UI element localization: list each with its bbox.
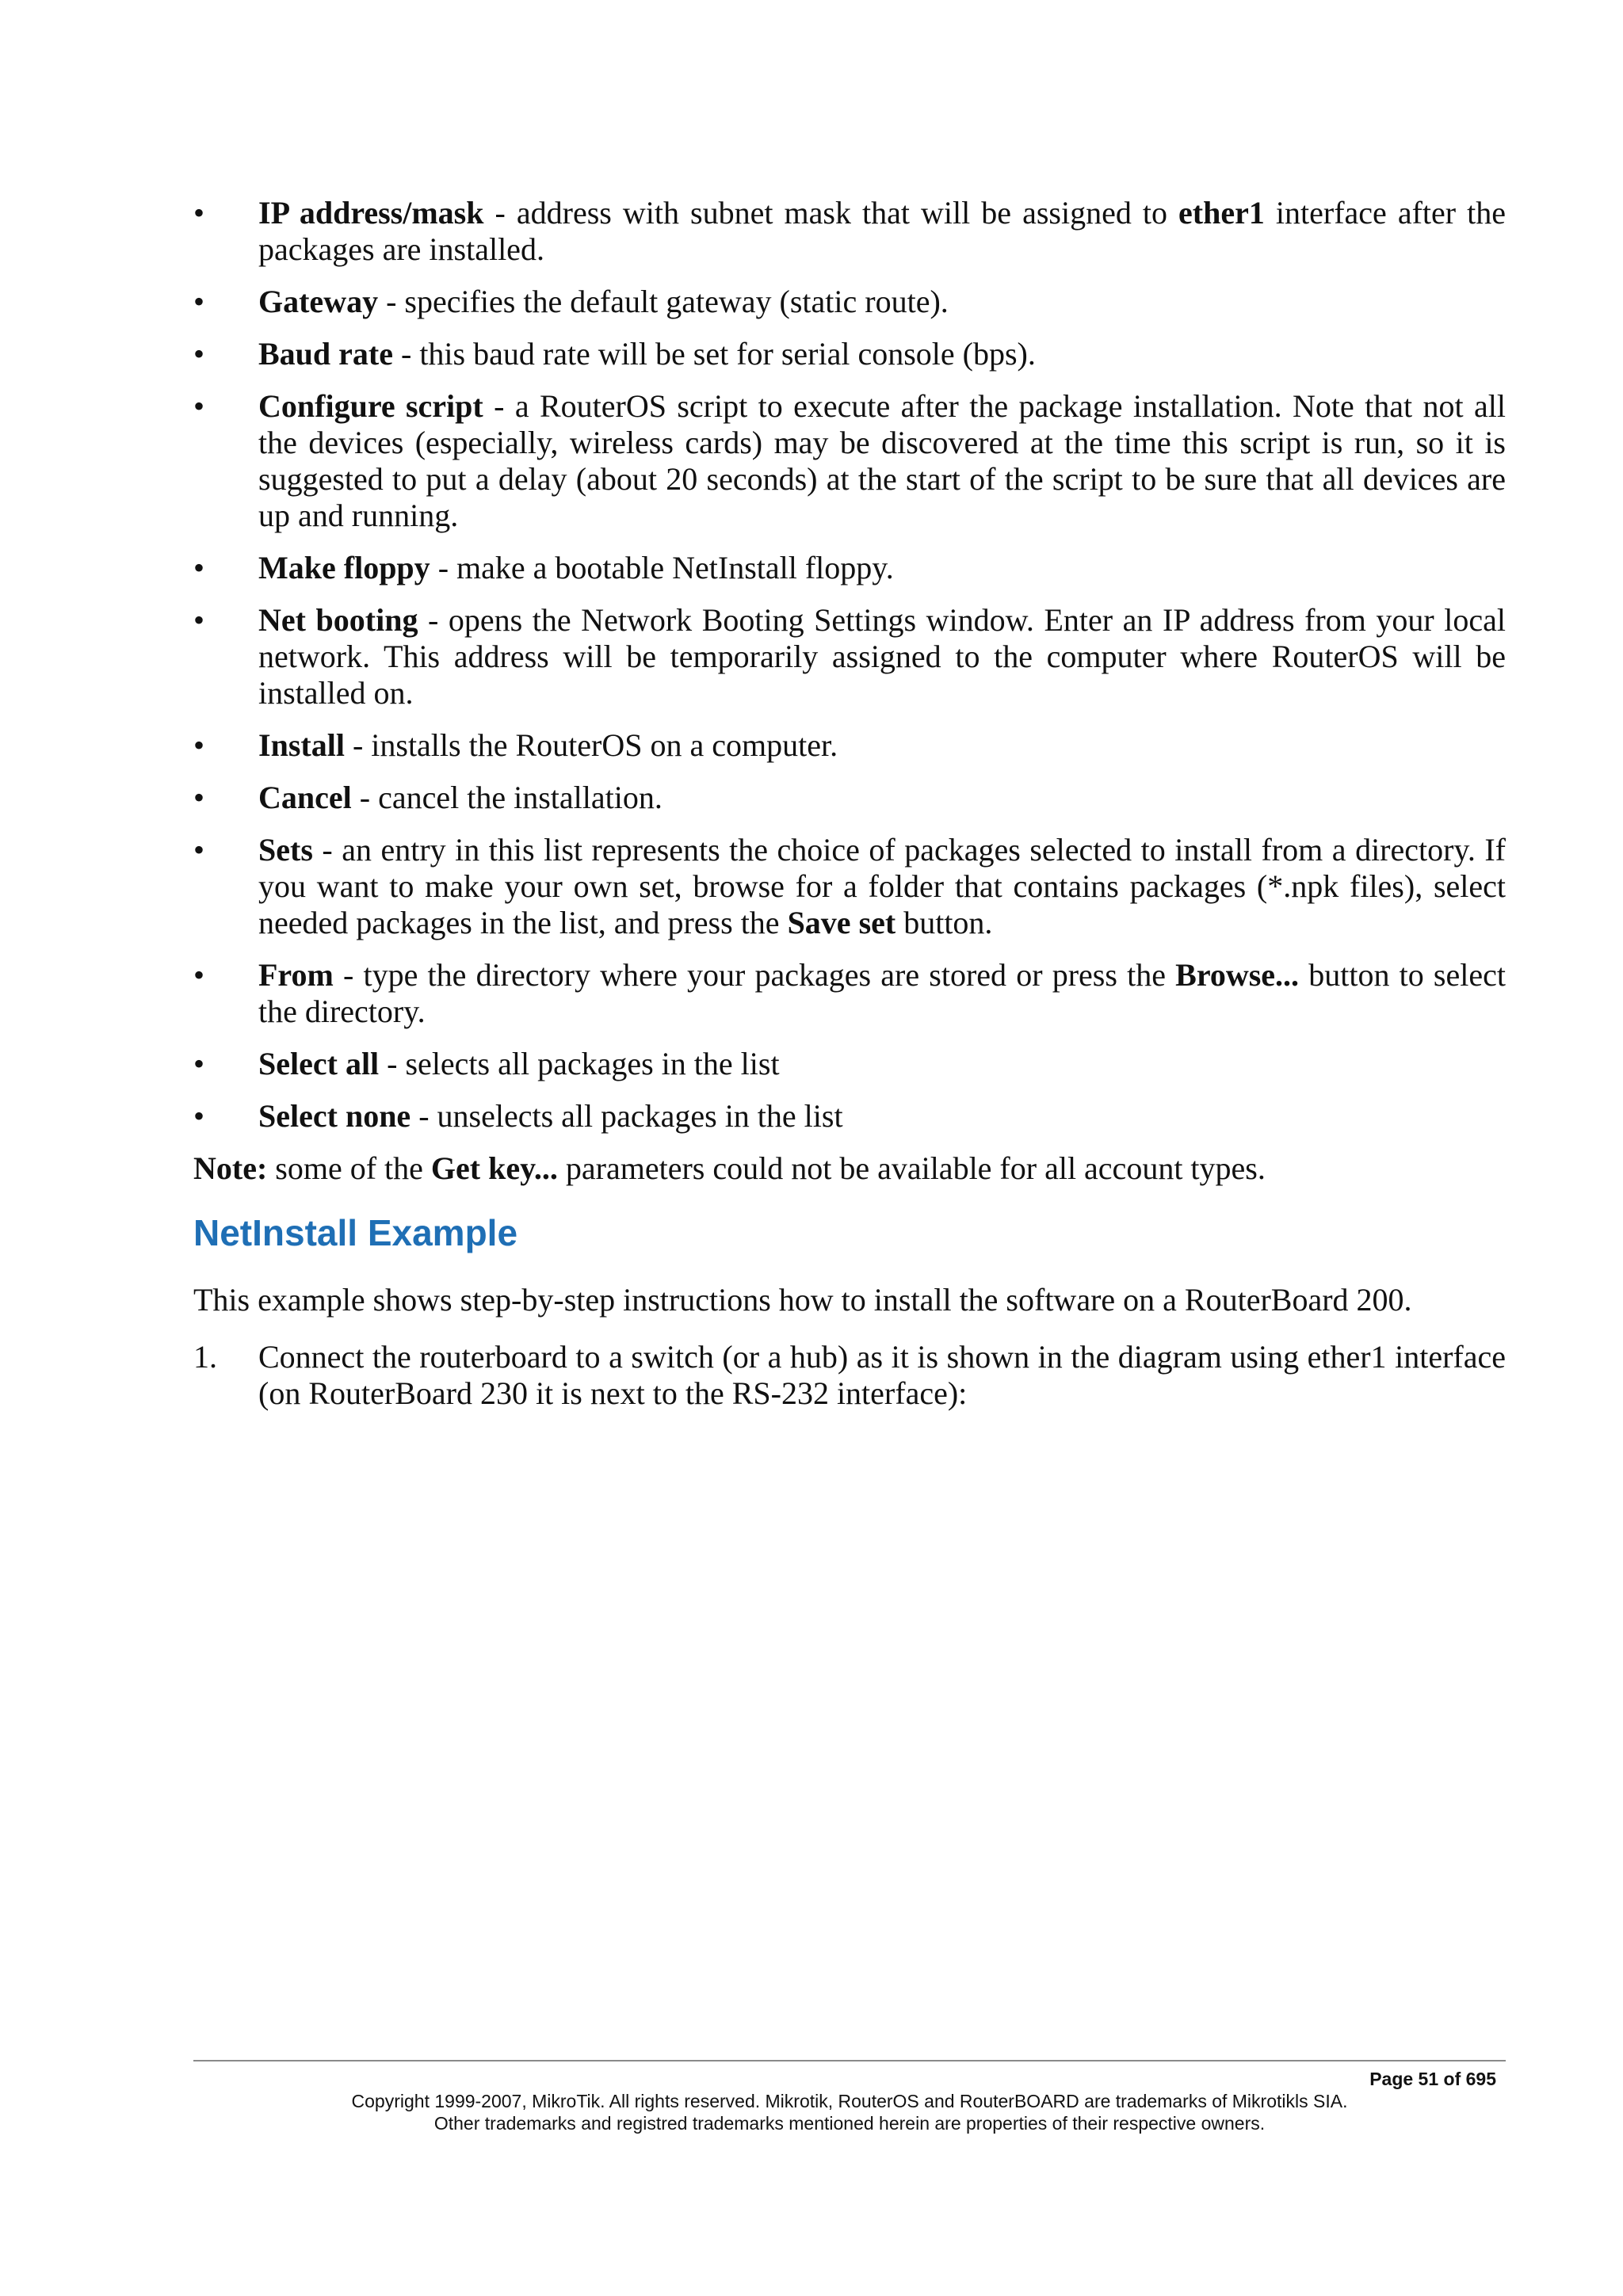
intro-paragraph: This example shows step-by-step instructions how to install the software on a RouterBoard 200. — [193, 1282, 1412, 1318]
list-item-text: - address with subnet mask that will be assigned to — [483, 195, 1179, 231]
bullet-marker: • — [193, 388, 205, 424]
parameter-list — [193, 195, 1506, 1135]
list-item-bold: ether1 — [1178, 195, 1265, 231]
list-item — [193, 550, 1506, 586]
list-item-text: - opens the Network Booting Settings window. Enter an IP address from your local network. This address will be temporarily assigned to the computer where RouterOS will be installed on. — [258, 602, 1507, 711]
bullet-marker: • — [193, 602, 205, 638]
list-item — [193, 780, 1506, 816]
bullet-marker: • — [193, 780, 205, 815]
step-number: 1. — [193, 1339, 217, 1375]
list-item-text: - installs the RouterOS on a computer. — [344, 727, 838, 763]
bullet-marker: • — [193, 550, 205, 585]
list-item-term: Baud rate — [258, 336, 393, 372]
list-item-text: interface after the packages are installed. — [258, 195, 1507, 267]
list-item-text: - this baud rate will be set for serial console (bps). — [393, 336, 1036, 372]
list-item-term: Cancel — [258, 780, 352, 815]
list-item-bold: Save set — [787, 905, 896, 940]
bullet-marker: • — [193, 957, 205, 993]
bullet-marker: • — [193, 1098, 205, 1134]
bullet-marker: • — [193, 195, 205, 231]
list-item-term: Select all — [258, 1046, 380, 1081]
footer-divider — [193, 2060, 1506, 2061]
step-text: Connect the routerboard to a switch (or a hub) as it is shown in the diagram using ether1 interface (on RouterBoard 230 it is next to the RS-232 interface): — [258, 1339, 1506, 1411]
list-item — [193, 832, 1506, 941]
list-item-term: Sets — [258, 832, 313, 868]
note-text-before: some of the — [267, 1150, 431, 1186]
list-item-text: - selects all packages in the list — [379, 1046, 780, 1081]
bullet-marker: • — [193, 336, 205, 372]
list-item-text: button. — [896, 905, 993, 940]
bullet-marker: • — [193, 1046, 205, 1081]
list-item-term: Install — [258, 727, 345, 763]
list-item-text: - a RouterOS script to execute after the package installation. Note that not all the devices (especially, wireless cards) may be discovered at the time this script is run, so it is suggested to put a delay (about 20 seconds) at the start of the script to be sure that all devices are up and running. — [258, 388, 1506, 533]
list-item-text: - make a bootable NetInstall floppy. — [430, 550, 894, 585]
list-item-term: Select none — [258, 1098, 411, 1134]
bullet-marker: • — [193, 284, 205, 319]
list-item-text: - type the directory where your packages are stored or press the — [333, 957, 1176, 993]
list-item-term: Configure script — [258, 388, 483, 424]
list-item — [193, 195, 1506, 268]
list-item-text: button to select the directory. — [258, 957, 1506, 1029]
list-item-term: From — [258, 957, 334, 993]
page-content — [193, 195, 1506, 1412]
step-item — [193, 1339, 1506, 1412]
list-item-bold: Browse... — [1175, 957, 1300, 993]
list-item-term: Gateway — [258, 284, 379, 319]
bullet-marker: • — [193, 727, 205, 763]
list-item — [193, 388, 1506, 534]
list-item — [193, 284, 1506, 320]
copyright-line-2: Other trademarks and registred trademarks mentioned herein are properties of their respective owners. — [433, 2113, 1266, 2134]
copyright-line-1: Copyright 1999-2007, MikroTik. All rights reserved. Mikrotik, RouterOS and RouterBOARD are trademarks of Mikrotikls SIA. — [351, 2091, 1348, 2111]
list-item-term: IP address/mask — [258, 195, 484, 231]
list-item — [193, 1098, 1506, 1135]
note-bold: Get key... — [430, 1150, 558, 1186]
list-item-text: - specifies the default gateway (static route). — [378, 284, 949, 319]
page-number: Page 51 of 695 — [1369, 2069, 1496, 2089]
section-heading: NetInstall Example — [193, 1212, 518, 1253]
list-item — [193, 1046, 1506, 1082]
bullet-marker: • — [193, 832, 205, 868]
step-list — [193, 1339, 1506, 1412]
list-item-text: - unselects all packages in the list — [411, 1098, 843, 1134]
list-item — [193, 957, 1506, 1030]
list-item — [193, 727, 1506, 764]
page-footer — [193, 2068, 1506, 2134]
note-text-after: parameters could not be available for all account types. — [557, 1150, 1266, 1186]
list-item-text: - an entry in this list represents the choice of packages selected to install from a directory. If you want to make your own set, browse for a folder that contains packages (*.npk files), select needed packages in the list, and press the — [258, 832, 1506, 940]
list-item-term: Make floppy — [258, 550, 430, 585]
note-paragraph — [193, 1150, 1506, 1187]
note-label: Note: — [193, 1150, 268, 1186]
list-item — [193, 336, 1506, 372]
list-item-text: - cancel the installation. — [351, 780, 663, 815]
list-item — [193, 602, 1506, 711]
list-item-term: Net booting — [258, 602, 418, 638]
